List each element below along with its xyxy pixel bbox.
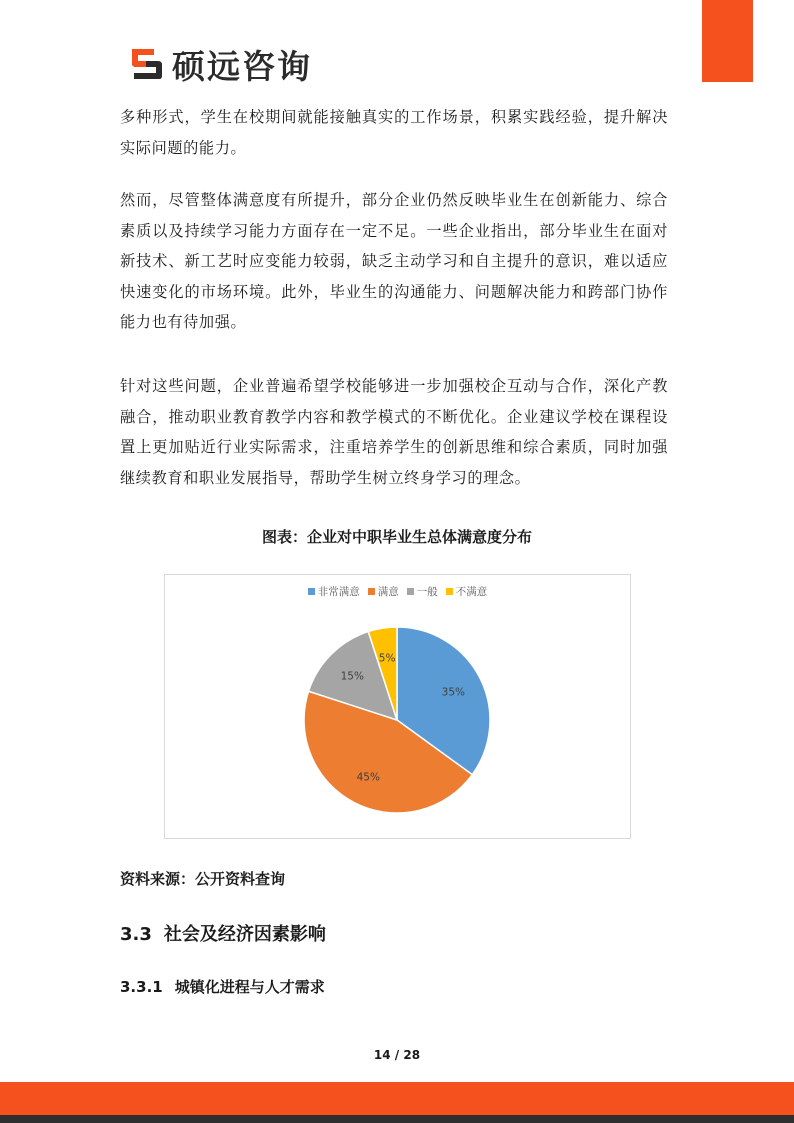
figure-title: 图表：企业对中职毕业生总体满意度分布 — [261, 528, 532, 546]
section-number: 3.3 — [120, 924, 152, 945]
paragraph-3 — [120, 371, 668, 493]
pie-chart-svg — [165, 575, 630, 838]
paragraph-text: 然而，尽管整体满意度有所提升，部分企业仍然反映毕业生在创新能力、综合素质以及持续学习能力方面存在一定不足。一些企业指出，部分毕业生在面对新技术、新工艺时应变能力较弱，缺乏主动学习和自主提升的意识，难以适应快速变化的市场环境。此外，毕业生的沟通能力、问题解决能力和跨部门协作能力也有待加强。 — [120, 191, 668, 331]
logo-mark-icon — [128, 45, 166, 83]
pie-slice-label: 45% — [356, 771, 380, 784]
logo — [128, 44, 312, 84]
pie-slice-label: 15% — [340, 670, 364, 683]
section-heading — [120, 920, 326, 946]
corner-accent-tab — [702, 0, 753, 82]
footer-bar — [0, 1082, 794, 1115]
paragraph-1 — [120, 102, 668, 163]
logo-text: 硕远咨询 — [172, 46, 312, 86]
subsection-heading — [120, 976, 325, 997]
legend-label: 非常满意 — [317, 586, 360, 598]
legend-label: 一般 — [416, 586, 438, 598]
legend-label: 满意 — [377, 586, 399, 598]
pie-slice-label: 35% — [441, 686, 466, 699]
paragraph-text: 多种形式，学生在校期间就能接触真实的工作场景，积累实践经验，提升解决实际问题的能力。 — [120, 108, 668, 157]
footer-strip — [0, 1115, 794, 1123]
pie-chart — [164, 574, 631, 839]
pie-slice-label: 5% — [378, 652, 396, 665]
paragraph-text: 针对这些问题，企业普遍希望学校能够进一步加强校企互动与合作，深化产教融合，推动职业教育教学内容和教学模式的不断优化。企业建议学校在课程设置上更加贴近行业实际需求，注重培养学生的创新思维和综合素质，同时加强继续教育和职业发展指导，帮助学生树立终身学习的理念。 — [120, 377, 668, 487]
paragraph-2 — [120, 185, 668, 338]
subsection-number: 3.3.1 — [120, 978, 163, 996]
legend-label: 不满意 — [455, 586, 488, 598]
page-number: 14 / 28 — [373, 1048, 421, 1062]
subsection-title: 城镇化进程与人才需求 — [174, 978, 325, 996]
section-title: 社会及经济因素影响 — [163, 924, 326, 945]
source-note: 资料来源：公开资料查询 — [120, 870, 286, 888]
